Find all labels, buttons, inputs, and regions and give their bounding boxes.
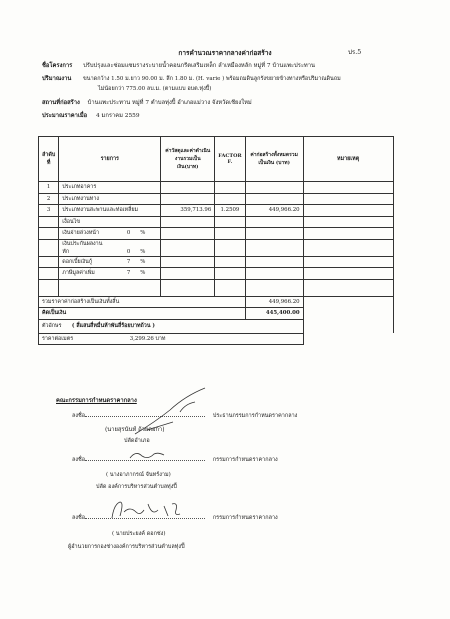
member-name: (นายสุรนันท์ ถ้วยดอกา) bbox=[105, 427, 165, 433]
member-role: กรรมการกำหนดราคากลาง bbox=[212, 457, 278, 463]
row-cost: 359,713.96 bbox=[161, 205, 215, 217]
condition-label: เงินประกันผลงานหัก bbox=[62, 240, 103, 255]
row-item: ประเภทอาคาร bbox=[59, 182, 161, 194]
rounded-row bbox=[39, 308, 394, 320]
member-position: ปลัดอำเภอ bbox=[124, 438, 150, 444]
member-position: ผู้อำนวยการกองช่างองค์การบริหารส่วนตำบลทุ่งปี้ bbox=[68, 544, 185, 550]
place-label: สถานที่ก่อสร้าง bbox=[42, 100, 80, 106]
row-item: ประเภทงานสะพานและท่อเหลี่ยม bbox=[59, 205, 161, 217]
table-row bbox=[39, 182, 394, 194]
member-role: กรรมการกำหนดราคากลาง bbox=[212, 515, 278, 521]
words-label: ตัวอักษร bbox=[42, 323, 62, 329]
date-label: ประมาณราคาเมื่อ bbox=[42, 113, 88, 119]
condition-value: 0 bbox=[126, 230, 131, 237]
condition-row bbox=[39, 268, 394, 280]
row-total: 449,966.20 bbox=[245, 205, 303, 217]
condition-unit: % bbox=[140, 230, 146, 237]
row-no: 1 bbox=[39, 182, 59, 194]
condition-row bbox=[39, 256, 394, 268]
spacer-row bbox=[39, 279, 394, 296]
member-position: ปลัด องค์การบริหารส่วนตำบลทุ่งปี้ bbox=[96, 484, 177, 490]
condition-label: ดอกเบี้ยเงินกู้ bbox=[62, 258, 93, 265]
page-title: การคำนวณราคากลางค่าก่อสร้าง bbox=[178, 49, 272, 57]
place-value: บ้านแพะประทาน หมู่ที่ 7 ตำบลทุ่งปี้ อำเภอแม่วาง จังหวัดเชียงใหม่ bbox=[87, 100, 252, 106]
signature-line-2 bbox=[72, 456, 278, 464]
row-no: 2 bbox=[39, 193, 59, 205]
col-header-note: หมายเหตุ bbox=[303, 137, 393, 182]
row-factor bbox=[215, 182, 245, 194]
project-name-row bbox=[42, 60, 315, 70]
col-header-cost: ค่าวัสดุและค่าดำเนินงานรวมเป็นเงิน(บาท) bbox=[161, 137, 215, 182]
row-total bbox=[245, 182, 303, 194]
condition-row bbox=[39, 239, 394, 256]
row-cost bbox=[161, 182, 215, 194]
table-row bbox=[39, 193, 394, 205]
unit-price-value: 3,299.26 บาท bbox=[129, 335, 166, 342]
total-value: 449,966.20 bbox=[245, 296, 303, 308]
signature-3 bbox=[108, 498, 188, 524]
date-value: 4 มกราคม 2559 bbox=[96, 113, 140, 119]
quantity-row bbox=[42, 73, 341, 83]
unit-price-row bbox=[39, 333, 394, 345]
member-name: ( นายประยงค์ ดอกช่ง) bbox=[112, 531, 166, 537]
row-factor bbox=[215, 193, 245, 205]
member-role: ประธานกรรมการกำหนดราคากลาง bbox=[212, 413, 298, 419]
rounded-value: 445,400.00 bbox=[245, 308, 303, 320]
condition-value: 7 bbox=[126, 258, 131, 265]
sign-prefix: ลงชื่อ bbox=[72, 413, 86, 419]
signature-2 bbox=[128, 448, 168, 462]
condition-label: ภาษีมูลค่าเพิ่ม bbox=[62, 270, 95, 277]
row-note bbox=[303, 193, 393, 205]
col-header-no: ลำดับที่ bbox=[39, 137, 59, 182]
row-note bbox=[303, 205, 393, 217]
condition-unit: % bbox=[140, 258, 146, 265]
total-label: รวมราคาค่าก่อสร้างเป็นเงินทั้งสิ้น bbox=[39, 296, 246, 308]
col-header-total: ค่าก่อสร้างทั้งหมดรวมเป็นเงิน (บาท) bbox=[245, 137, 303, 182]
row-note bbox=[303, 182, 393, 194]
cost-table bbox=[38, 136, 394, 345]
row-no: 3 bbox=[39, 205, 59, 217]
sign-prefix: ลงชื่อ bbox=[72, 515, 86, 521]
quantity-label: ปริมาณงาน bbox=[42, 76, 72, 82]
row-item: ประเภทงานทาง bbox=[59, 193, 161, 205]
condition-unit: % bbox=[140, 248, 146, 255]
row-total bbox=[245, 193, 303, 205]
words-value: ( สี่แสนสี่หมื่นห้าพันสี่ร้อยบาทถ้วน ) bbox=[71, 323, 155, 329]
col-header-item: รายการ bbox=[59, 137, 161, 182]
quantity-value: ขนาดกว้าง 1.50 ม.ยาว 90.00 ม. ลึก 1.80 ม. (H. varie ) พร้อมถมดินลูกรังขยายข้างทางหรือปริมาณดินถม bbox=[83, 76, 341, 82]
condition-row bbox=[39, 228, 394, 240]
table-header-row bbox=[39, 137, 394, 182]
col-header-factor: FACTOR F. bbox=[215, 137, 245, 182]
condition-value: 0 bbox=[126, 248, 131, 255]
rounded-label: คิดเป็นเงิน bbox=[39, 308, 246, 320]
condition-label: เงินจ่ายล่วงหน้า bbox=[62, 230, 99, 237]
words-row bbox=[39, 319, 394, 333]
unit-price-label: ราคาต่อเมตร bbox=[39, 333, 161, 345]
row-factor: 1.2509 bbox=[215, 205, 245, 217]
place-row bbox=[42, 97, 252, 107]
row-cost bbox=[161, 193, 215, 205]
total-row bbox=[39, 296, 394, 308]
conditions-label: เงื่อนไข bbox=[59, 216, 161, 228]
table-row bbox=[39, 205, 394, 217]
date-row bbox=[42, 110, 140, 120]
project-name-value: ปรับปรุงและซ่อมแซมรางระบายน้ำคอนกรีตเสริมเหล็ก ลำเหมืองหลัก หมู่ที่ 7 บ้านแพะประทาน bbox=[83, 63, 315, 69]
project-name-label: ชื่อโครงการ bbox=[42, 63, 73, 69]
condition-value: 7 bbox=[126, 270, 131, 277]
member-name: ( นางอาภากรณ์ จันทร์งาม) bbox=[106, 472, 171, 478]
form-number: ปร.5 bbox=[348, 49, 362, 56]
quantity-value-line2: ไม่น้อยกว่า 775.00 ลบ.ม. (ตามแบบ อบต.ทุ่งปี้) bbox=[98, 86, 212, 92]
committee-heading: คณะกรรมการกำหนดราคากลาง bbox=[56, 398, 137, 404]
condition-unit: % bbox=[140, 270, 146, 277]
conditions-header-row bbox=[39, 216, 394, 228]
sign-prefix: ลงชื่อ bbox=[72, 457, 86, 463]
